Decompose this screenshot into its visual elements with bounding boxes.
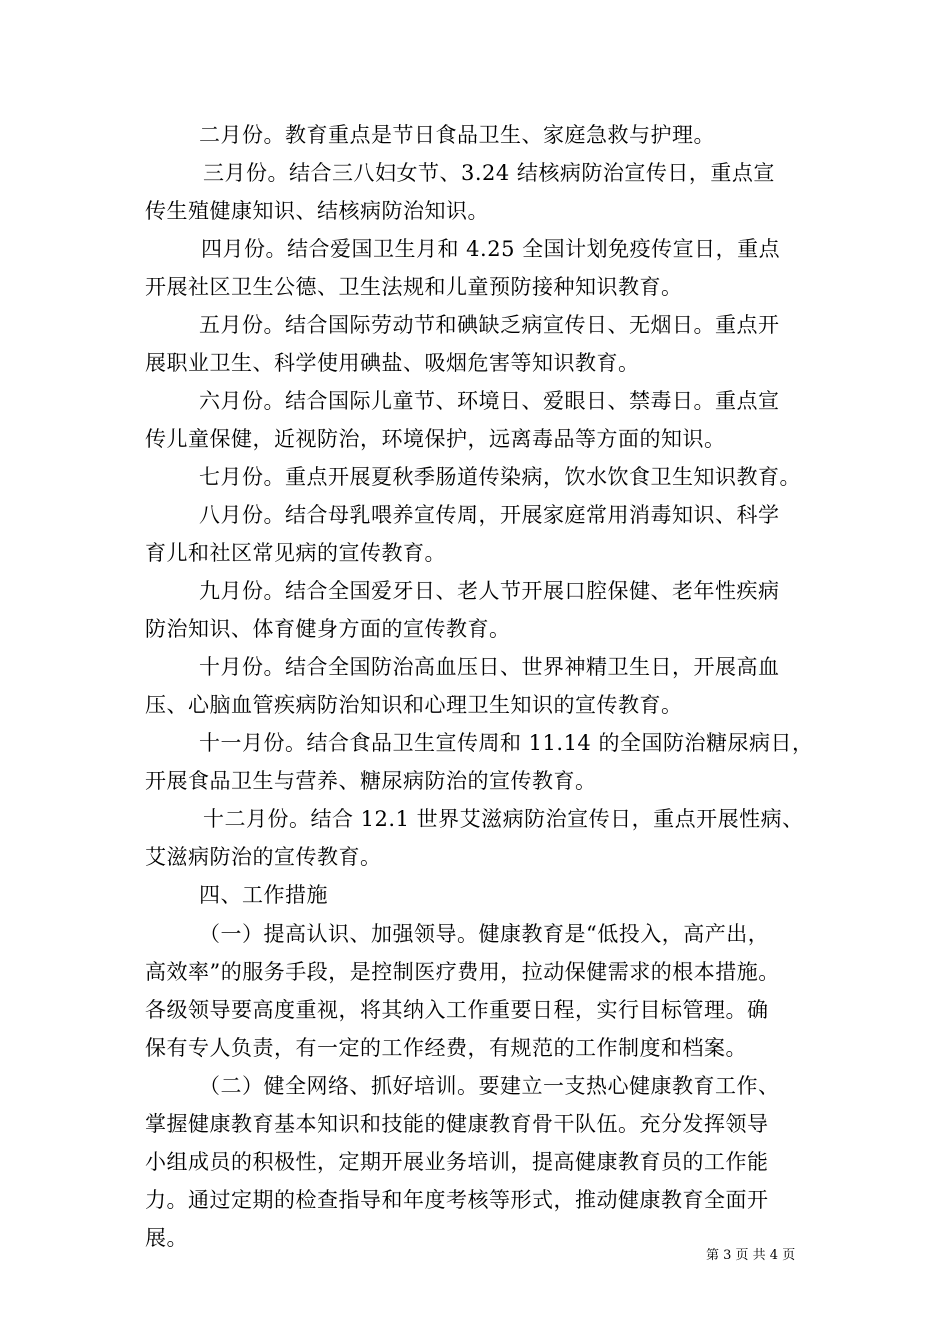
text-line: 小组成员的积极性，定期开展业务培训，提高健康教育员的工作能 [145,1150,769,1174]
text-line: 二月份。教育重点是节日食品卫生、家庭急救与护理。 [199,123,715,147]
text-line: 七月份。重点开展夏秋季肠道传染病，饮水饮食卫生知识教育。 [199,465,801,489]
text-line: 四月份。结合爱国卫生月和 4.25 全国计划免疫传宣日，重点 [201,237,781,261]
section-heading: 四、工作措施 [199,883,328,907]
text-line: 掌握健康教育基本知识和技能的健康教育骨干队伍。充分发挥领导 [145,1112,769,1136]
text-line: 防治知识、体育健身方面的宣传教育。 [145,617,511,641]
text-line: 传生殖健康知识、结核病防治知识。 [145,199,489,223]
text-line: 压、心脑血管疾病防治知识和心理卫生知识的宣传教育。 [145,693,683,717]
text-line: 五月份。结合国际劳动节和碘缺乏病宣传日、无烟日。重点开 [199,313,780,337]
text-line: 开展社区卫生公德、卫生法规和儿童预防接种知识教育。 [145,275,683,299]
text-line: （二）健全网络、抓好培训。要建立一支热心健康教育工作、 [199,1074,780,1098]
text-line: 十二月份。结合 12.1 世界艾滋病防治宣传日，重点开展性病、 [203,807,804,831]
text-line: 十月份。结合全国防治高血压日、世界神精卫生日，开展高血 [199,655,780,679]
text-line: 传儿童保健，近视防治，环境保护，远离毒品等方面的知识。 [145,427,726,451]
text-line: 三月份。结合三八妇女节、3.24 结核病防治宣传日，重点宣 [203,161,775,185]
text-line: 十一月份。结合食品卫生宣传周和 11.14 的全国防治糖尿病日， [199,731,814,755]
text-line: 六月份。结合国际儿童节、环境日、爱眼日、禁毒日。重点宣 [199,389,780,413]
text-line: 力。通过定期的检查指导和年度考核等形式，推动健康教育全面开 [145,1188,769,1212]
text-line: 九月份。结合全国爱牙日、老人节开展口腔保健、老年性疾病 [199,579,780,603]
text-line: 各级领导要高度重视，将其纳入工作重要日程，实行目标管理。确 [145,998,769,1022]
text-line: （一）提高认识、加强领导。健康教育是“低投入，高产出， [199,922,770,946]
text-line: 展。 [145,1226,188,1250]
text-line: 育儿和社区常见病的宣传教育。 [145,541,446,565]
page-number-footer: 第 3 页 共 4 页 [706,1248,796,1263]
text-line: 八月份。结合母乳喂养宣传周，开展家庭常用消毒知识、科学 [199,503,780,527]
text-line: 艾滋病防治的宣传教育。 [145,845,382,869]
text-line: 保有专人负责，有一定的工作经费，有规范的工作制度和档案。 [145,1036,747,1060]
text-line: 展职业卫生、科学使用碘盐、吸烟危害等知识教育。 [145,351,640,375]
text-line: 高效率”的服务手段，是控制医疗费用，拉动保健需求的根本措施。 [145,960,780,984]
text-line: 开展食品卫生与营养、糖尿病防治的宣传教育。 [145,769,597,793]
